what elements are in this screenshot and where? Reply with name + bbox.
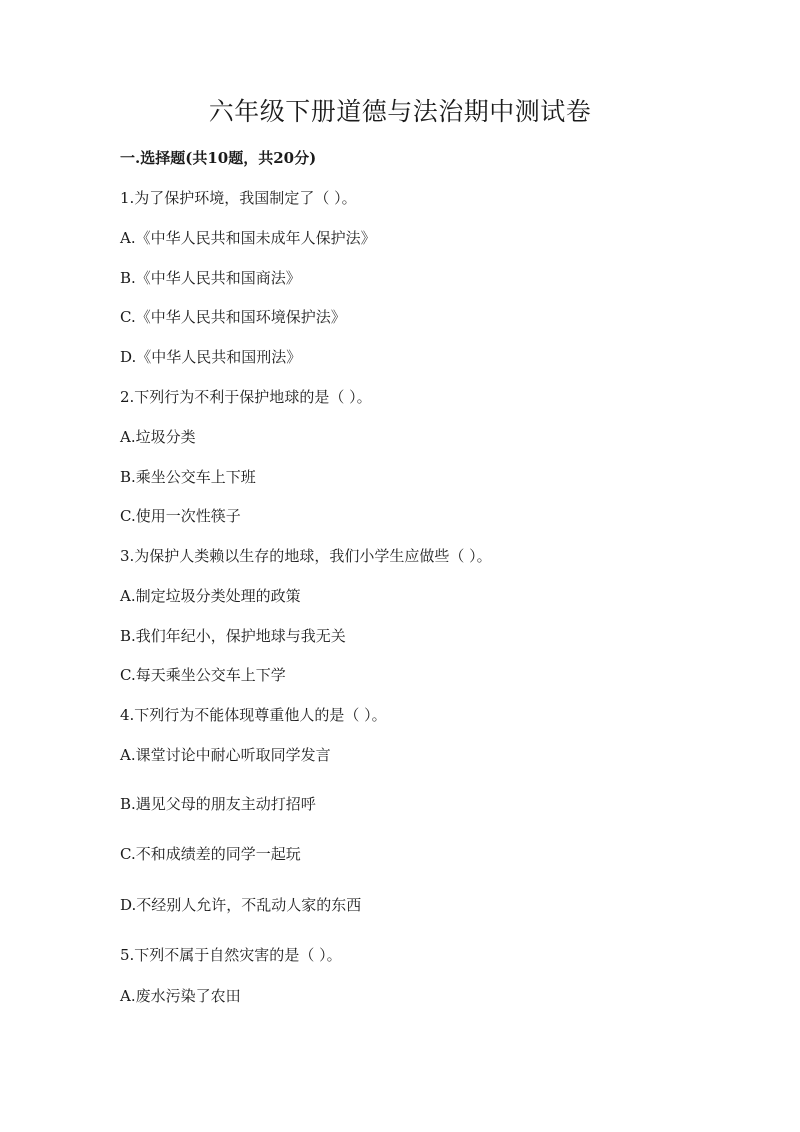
question-5: 5.下列不属于自然灾害的是（ ）。 (120, 946, 342, 964)
question-3-option-c: C.每天乘坐公交车上下学 (120, 666, 286, 684)
question-4-option-c: C.不和成绩差的同学一起玩 (120, 845, 301, 863)
question-4-option-a: A.课堂讨论中耐心听取同学发言 (120, 746, 331, 764)
question-3-option-b: B.我们年纪小，保护地球与我无关 (120, 627, 346, 645)
question-3-option-a: A.制定垃圾分类处理的政策 (120, 587, 301, 605)
question-1: 1.为了保护环境，我国制定了（ ）。 (120, 189, 357, 207)
question-2: 2.下列行为不利于保护地球的是（ ）。 (120, 388, 372, 406)
section-heading: 一.选择题(共10题，共20分) (120, 149, 317, 167)
question-4: 4.下列行为不能体现尊重他人的是（ ）。 (120, 706, 387, 724)
question-4-option-b: B.遇见父母的朋友主动打招呼 (120, 795, 316, 813)
question-1-option-b: B.《中华人民共和国商法》 (120, 269, 301, 287)
question-2-option-a: A.垃圾分类 (120, 428, 196, 446)
question-3: 3.为保护人类赖以生存的地球，我们小学生应做些（ ）。 (120, 547, 492, 565)
page-title: 六年级下册道德与法治期中测试卷 (208, 97, 592, 126)
question-1-option-d: D.《中华人民共和国刑法》 (120, 348, 302, 366)
question-4-option-d: D.不经别人允许，不乱动人家的东西 (120, 896, 362, 914)
question-1-option-a: A.《中华人民共和国未成年人保护法》 (120, 229, 376, 247)
question-2-option-b: B.乘坐公交车上下班 (120, 468, 256, 486)
question-1-option-c: C.《中华人民共和国环境保护法》 (120, 308, 346, 326)
question-2-option-c: C.使用一次性筷子 (120, 507, 241, 525)
question-5-option-a: A.废水污染了农田 (120, 987, 241, 1005)
